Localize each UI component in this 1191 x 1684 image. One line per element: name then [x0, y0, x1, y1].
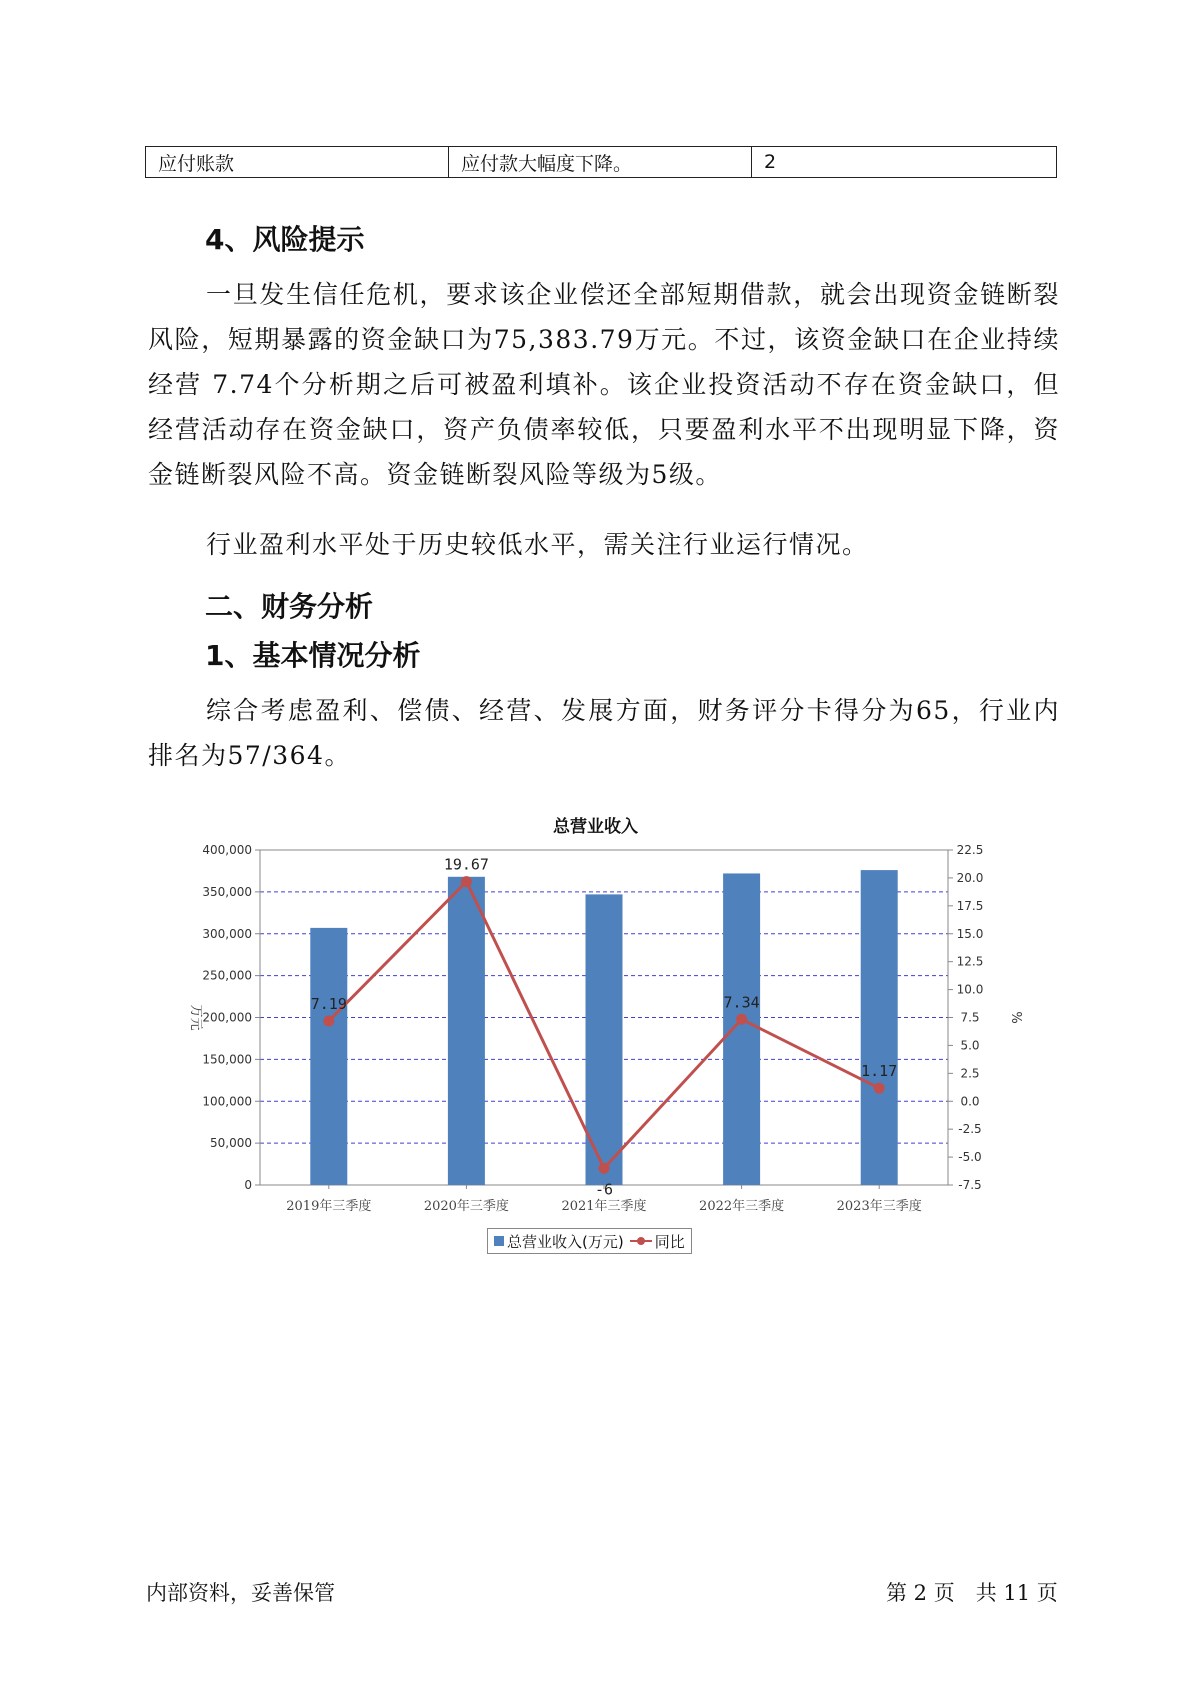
- revenue-bar: [723, 873, 760, 1185]
- finance-heading: 二、财务分析: [205, 590, 374, 623]
- yoy-data-label: 7.34: [723, 993, 760, 1012]
- revenue-bar: [861, 870, 898, 1185]
- yoy-point: [323, 1015, 334, 1026]
- y-tick-label: 100,000: [202, 1094, 252, 1109]
- x-tick-label: 2022年三季度: [699, 1199, 785, 1214]
- y-right-tick-label: 20.0: [956, 870, 984, 885]
- y-right-tick-label: 2.5: [960, 1066, 980, 1081]
- risk-paragraph-1: 一旦发生信任危机，要求该企业偿还全部短期借款，就会出现资金链断裂风险，短期暴露的资金缺口为75,383.79万元。不过，该资金缺口在企业持续经营 7.74个分析期之后可被盈利填补。该企业投资活动不存在资金缺口，但经营活动存在资金缺口，资产负债率较低，只要盈利水平不出现明显下降，资金链断裂风险不高。资金链断裂风险等级为5级。: [148, 280, 1060, 489]
- y-right-tick-label: -7.5: [958, 1178, 982, 1192]
- y-tick-label: 350,000: [202, 884, 252, 899]
- legend-item-yoy: [630, 1231, 685, 1252]
- revenue-bar: [448, 877, 485, 1185]
- basic-analysis-heading: 1、基本情况分析: [205, 639, 421, 672]
- y-tick-label: 300,000: [202, 926, 252, 941]
- y-tick-label: 400,000: [202, 843, 252, 857]
- legend-label-yoy: 同比: [654, 1232, 685, 1251]
- yoy-point: [599, 1163, 610, 1174]
- yoy-data-label: 19.67: [443, 855, 489, 874]
- yoy-data-label: 7.19: [310, 994, 347, 1013]
- y-right-tick-label: 7.5: [960, 1010, 980, 1025]
- y-axis-label: 万元: [188, 1004, 203, 1031]
- x-tick-label: 2019年三季度: [286, 1199, 372, 1214]
- y-right-tick-label: 17.5: [956, 898, 984, 913]
- chart-title: 总营业收入: [553, 817, 638, 837]
- y-right-tick-label: 0.0: [960, 1094, 980, 1109]
- yoy-point: [874, 1083, 885, 1094]
- x-tick-label: 2020年三季度: [423, 1199, 509, 1214]
- footer-left: 内部资料，妥善保管: [146, 1581, 335, 1605]
- legend-bar-swatch: [494, 1236, 504, 1246]
- revenue-bar: [310, 928, 347, 1185]
- y-tick-label: 50,000: [210, 1136, 252, 1151]
- legend-label-revenue: 总营业收入(万元): [507, 1232, 624, 1251]
- y-tick-label: 150,000: [202, 1052, 252, 1067]
- y-tick-label: 250,000: [202, 968, 252, 983]
- legend-item-revenue: [494, 1231, 624, 1252]
- y-right-tick-label: 15.0: [956, 926, 984, 941]
- risk-paragraph-2: 行业盈利水平处于历史较低水平，需关注行业运行情况。: [206, 530, 869, 559]
- yoy-data-label: -6: [594, 1180, 614, 1199]
- yoy-point: [736, 1014, 747, 1025]
- y-right-tick-label: -5.0: [958, 1150, 982, 1165]
- y-right-tick-label: 22.5: [956, 843, 984, 857]
- y-right-tick-label: 5.0: [960, 1038, 980, 1053]
- yoy-point: [461, 876, 472, 887]
- y-right-axis-label: %: [1008, 1011, 1023, 1024]
- yoy-data-label: 1.17: [861, 1062, 898, 1081]
- table-cell-score: 2: [764, 151, 777, 173]
- y-right-tick-label: -2.5: [958, 1122, 982, 1137]
- y-tick-label: 0: [244, 1178, 252, 1192]
- risk-heading: 4、风险提示: [205, 223, 365, 256]
- table-cell-description: 应付款大幅度下降。: [449, 147, 752, 177]
- y-right-tick-label: 10.0: [956, 982, 984, 997]
- footer-page-number: 第 2 页 共 11 页: [886, 1581, 1058, 1605]
- x-tick-label: 2023年三季度: [836, 1199, 922, 1214]
- table-cell-item: 应付账款: [146, 147, 449, 177]
- x-tick-label: 2021年三季度: [561, 1199, 647, 1214]
- basic-analysis-paragraph: 综合考虑盈利、偿债、经营、发展方面，财务评分卡得分为65，行业内排名为57/364。: [148, 696, 1060, 770]
- y-tick-label: 200,000: [202, 1010, 252, 1025]
- y-right-tick-label: 12.5: [956, 954, 984, 969]
- legend-line-swatch: [630, 1236, 652, 1246]
- chart-legend: [487, 1228, 692, 1254]
